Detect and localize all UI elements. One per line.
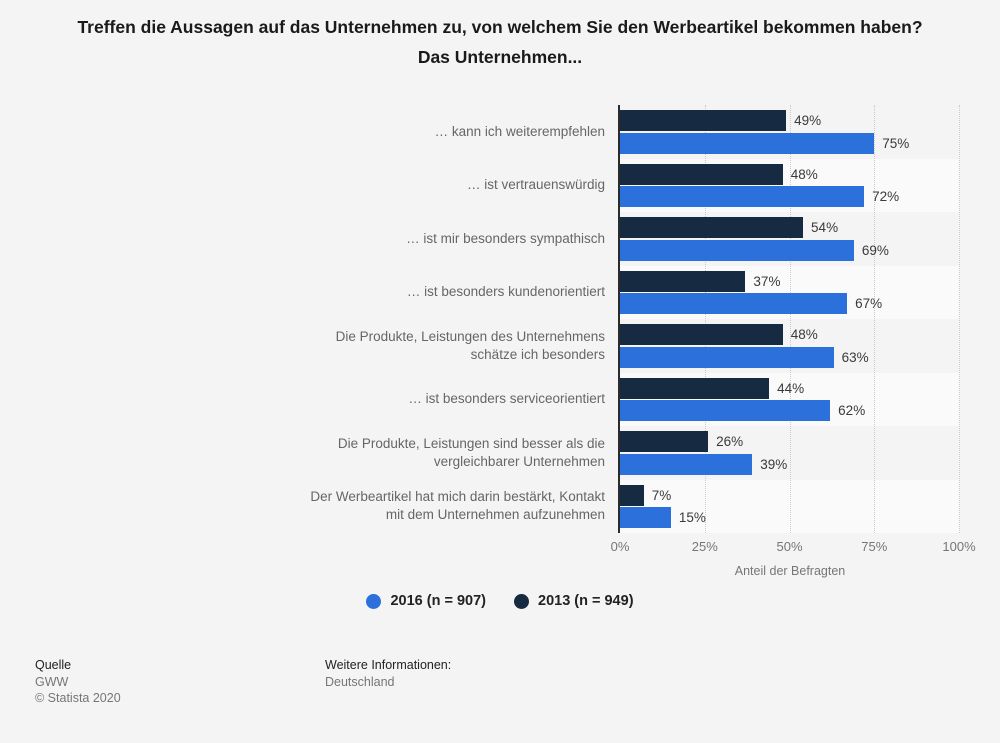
- value-label-2013-row1: 49%: [794, 113, 822, 128]
- category-label: Die Produkte, Leistungen des Unternehmens schätze ich besonders: [335, 328, 605, 362]
- gridline-100: [959, 105, 960, 533]
- category-label: … ist vertrauenswürdig: [466, 177, 605, 193]
- bar-2013-row4: [620, 271, 745, 292]
- x-tick-25: 25%: [691, 539, 718, 554]
- bar-2013-row8: [620, 485, 644, 506]
- bar-2016-row7: [620, 454, 752, 475]
- chart-legend: [0, 593, 1000, 609]
- bar-2013-row5: [620, 324, 783, 345]
- category-label: … ist besonders kundenorientiert: [406, 284, 605, 300]
- x-tick-0: 0%: [610, 539, 630, 554]
- x-tick-50: 50%: [776, 539, 803, 554]
- source-value: GWW: [35, 675, 69, 689]
- bar-2013-row7: [620, 431, 708, 452]
- value-label-2016-row2: 72%: [872, 189, 900, 204]
- category-label: … kann ich weiterempfehlen: [434, 123, 605, 139]
- x-tick-100: 100%: [942, 539, 976, 554]
- source-label: Quelle: [35, 658, 72, 672]
- bar-2013-row6: [620, 378, 769, 399]
- gridline-75: [874, 105, 875, 533]
- bar-2016-row5: [620, 347, 834, 368]
- value-label-2013-row5: 48%: [790, 327, 818, 342]
- value-label-2013-row8: 7%: [651, 487, 672, 503]
- value-label-2013-row2: 48%: [790, 166, 818, 182]
- bar-2016-row4: [620, 293, 847, 314]
- bar-2016-row1: [620, 133, 874, 154]
- value-label-2013-row3: 54%: [811, 220, 839, 235]
- legend-item-2013: [514, 593, 634, 609]
- legend-label-2016: 2016 (n = 907): [390, 593, 486, 609]
- value-label-2016-row4: 67%: [855, 296, 883, 311]
- x-axis-title: Anteil der Befragten: [734, 564, 846, 578]
- value-label-2016-row1: 75%: [882, 135, 910, 151]
- more-info-value: Deutschland: [325, 675, 395, 689]
- copyright-notice: © Statista 2020: [35, 691, 121, 705]
- value-label-2013-row6: 44%: [777, 380, 805, 396]
- value-label-2016-row3: 69%: [861, 242, 889, 258]
- category-label: Die Produkte, Leistungen sind besser als die vergleichbarer Unternehmen: [337, 435, 605, 469]
- value-label-2016-row5: 63%: [841, 349, 869, 365]
- x-tick-75: 75%: [861, 539, 888, 554]
- bar-2013-row1: [620, 110, 786, 131]
- value-label-2013-row4: 37%: [753, 273, 781, 289]
- value-label-2013-row7: 26%: [716, 434, 744, 449]
- bar-2016-row3: [620, 240, 854, 261]
- category-label: Der Werbeartikel hat mich darin bestärkt, Kontakt mit dem Unternehmen aufzunehmen: [310, 489, 605, 523]
- category-label: … ist besonders serviceorientiert: [408, 391, 605, 407]
- bar-2013-row3: [620, 217, 803, 238]
- more-info-label: Weitere Informationen:: [325, 658, 452, 672]
- bar-2016-row2: [620, 186, 864, 207]
- bar-2016-row8: [620, 507, 671, 528]
- bar-2013-row2: [620, 164, 783, 185]
- bar-2016-row6: [620, 400, 830, 421]
- value-label-2016-row6: 62%: [838, 403, 866, 418]
- value-label-2016-row8: 15%: [678, 510, 706, 525]
- legend-dot-2016: [366, 594, 381, 609]
- value-label-2016-row7: 39%: [760, 456, 788, 472]
- legend-dot-2013: [514, 594, 529, 609]
- legend-item-2016: [366, 593, 486, 609]
- legend-label-2013: 2013 (n = 949): [538, 593, 634, 609]
- category-label: … ist mir besonders sympathisch: [406, 230, 605, 246]
- chart-title: Treffen die Aussagen auf das Unternehmen zu, von welchem Sie den Werbeartikel bekommen haben? Das Unternehmen...: [77, 17, 923, 67]
